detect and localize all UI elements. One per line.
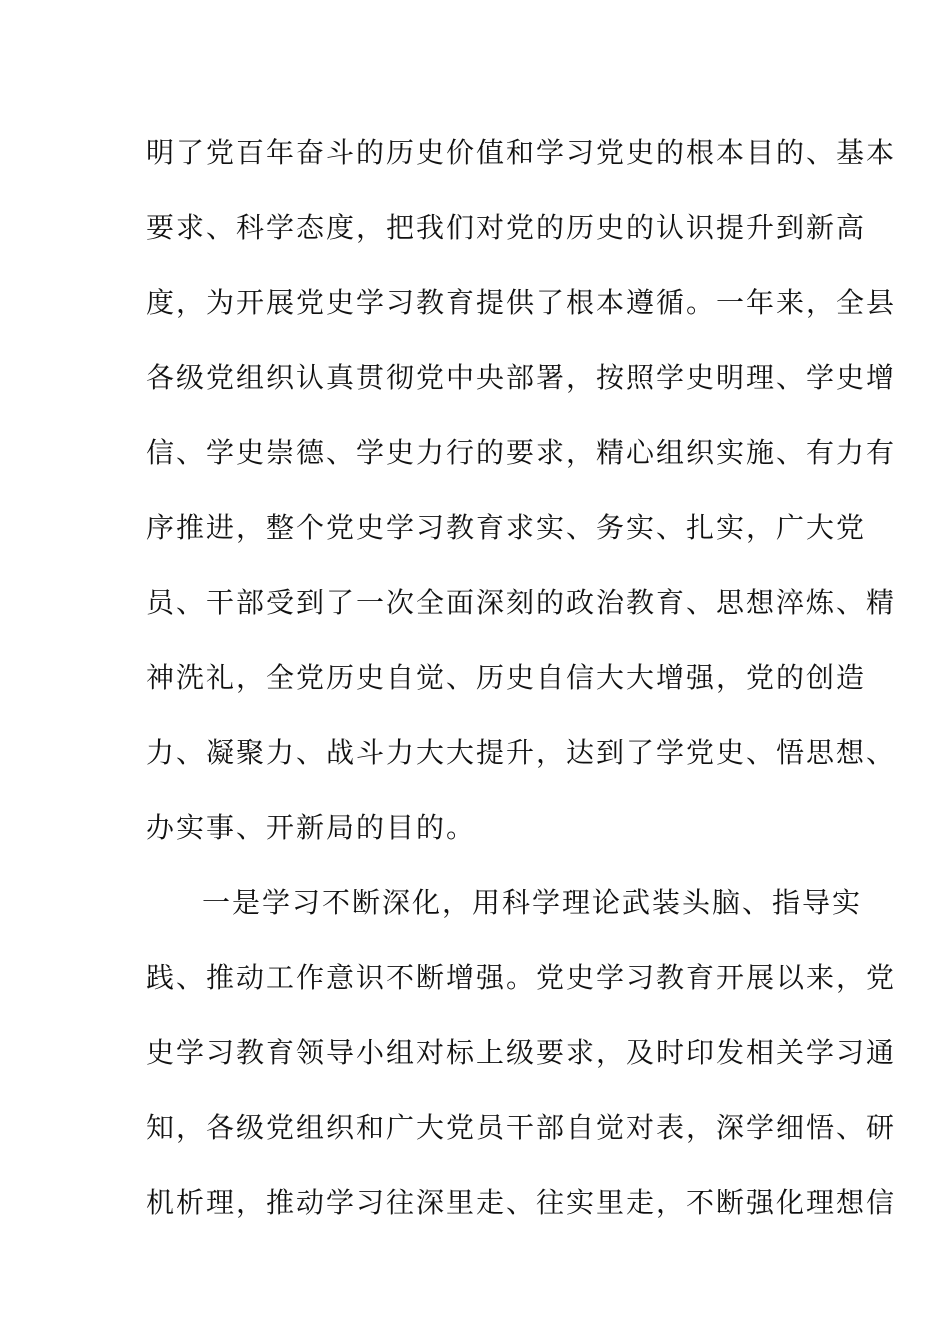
text-line: 知，各级党组织和广大党员干部自觉对表，深学细悟、研 [146, 1111, 897, 1144]
text-line: 机析理，推动学习往深里走、往实里走，不断强化理想信 [146, 1186, 897, 1219]
text-line: 要求、科学态度，把我们对党的历史的认识提升到新高 [146, 211, 867, 244]
text-line: 序推进，整个党史学习教育求实、务实、扎实，广大党 [146, 511, 867, 544]
text-line: 明了党百年奋斗的历史价值和学习党史的根本目的、基本 [146, 136, 897, 169]
text-line: 力、凝聚力、战斗力大大提升，达到了学党史、悟思想、 [146, 736, 897, 769]
text-line: 信、学史崇德、学史力行的要求，精心组织实施、有力有 [146, 436, 897, 469]
text-line: 践、推动工作意识不断增强。党史学习教育开展以来，党 [146, 961, 897, 994]
text-line: 神洗礼，全党历史自觉、历史自信大大增强，党的创造 [146, 661, 867, 694]
text-line: 史学习教育领导小组对标上级要求，及时印发相关学习通 [146, 1036, 897, 1069]
text-line: 各级党组织认真贯彻党中央部署，按照学史明理、学史增 [146, 361, 897, 394]
body-text [146, 131, 897, 1256]
text-line: 员、干部受到了一次全面深刻的政治教育、思想淬炼、精 [146, 586, 897, 619]
text-line: 办实事、开新局的目的。 [146, 811, 477, 844]
paragraph-first-line: 一是学习不断深化，用科学理论武装头脑、指导实 [202, 886, 863, 919]
text-line: 度，为开展党史学习教育提供了根本遵循。一年来，全县 [146, 286, 897, 319]
